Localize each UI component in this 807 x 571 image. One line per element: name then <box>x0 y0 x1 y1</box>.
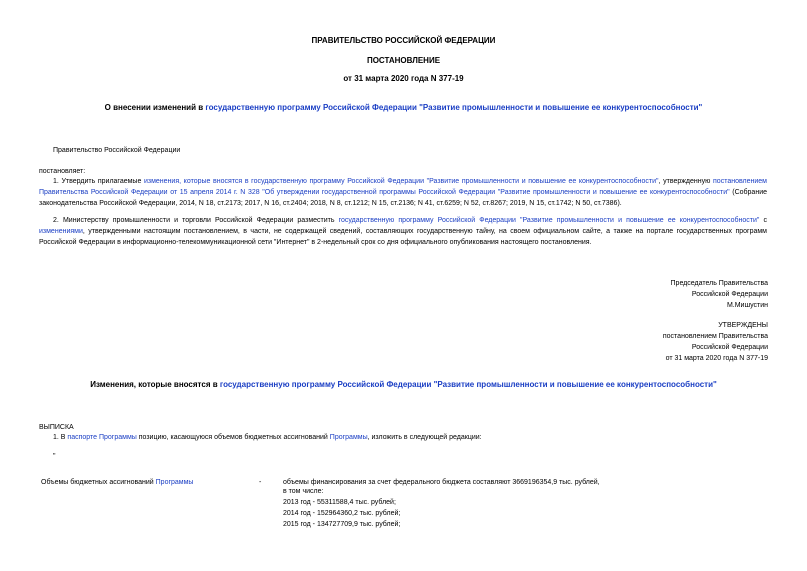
paragraph-2-text-c: , утвержденными настоящим постановлением, в части, не содержащей сведений, составляющих государственную тайну, на своем официальном сайте, а также на портале государственных программ Российской Федерации в информационно-телекоммуникационной сети "Интернет" в 2-недельный срок со дня официального опубликования настоящего постановления. <box>39 228 767 246</box>
decrees-label: постановляет: <box>39 168 86 175</box>
program-link[interactable]: государственную программу Российской Федерации "Развитие промышленности и повышение ее конкурентоспособности" <box>205 103 703 112</box>
paragraph-1-text-a: 1. Утвердить прилагаемые <box>53 178 144 185</box>
funding-line-5: 2015 год - 134727709,9 тыс. рублей; <box>283 521 401 528</box>
item-1-text-c: , изложить в следующей редакции: <box>367 434 482 441</box>
paragraph-2-text-a: 2. Министерству промышленности и торговли Российской Федерации разместить <box>53 217 339 224</box>
changes-link[interactable]: изменения, которые вносятся в государственную программу Российской Федерации "Развитие промышленности и повышение ее конкурентоспособности" <box>143 178 659 185</box>
signature-block <box>671 278 768 311</box>
paragraph-2 <box>39 215 767 248</box>
passport-link[interactable]: паспорте Программы <box>67 434 137 441</box>
government-name: Правительство Российской Федерации <box>53 147 181 154</box>
approved-line-3: Российской Федерации <box>691 344 768 351</box>
paragraph-2-text-b: с <box>759 217 767 224</box>
program-short-link[interactable]: Программы <box>329 434 368 441</box>
changes-title-prefix: Изменения, которые вносятся в <box>90 380 220 389</box>
quote-mark: " <box>53 453 56 460</box>
approval-block <box>663 320 768 364</box>
document-type: ПОСТАНОВЛЕНИЕ <box>366 56 441 65</box>
paragraph-1-text-b: , утвержденную <box>658 178 711 185</box>
resolution-328-link[interactable]: постановлением Правительства Российской Федерации от 15 апреля 2014 г. N 328 "Об утверждении государственной программы Российской Федерации "Развитие промышленности и повышение ее конкурентоспособности" <box>39 178 767 196</box>
approved-line-4: от 31 марта 2020 года N 377-19 <box>665 355 768 362</box>
program-link-2[interactable]: государственную программу Российской Федерации "Развитие промышленности и повышение ее конкурентоспособности" <box>338 217 760 224</box>
extract-label: ВЫПИСКА <box>39 424 74 431</box>
item-1 <box>53 433 482 442</box>
signature-name: М.Мишустин <box>726 302 768 309</box>
title-prefix: О внесении изменений в <box>104 103 206 112</box>
signature-line-2: Российской Федерации <box>691 291 768 298</box>
program-table-link[interactable]: Программы <box>155 479 194 486</box>
paragraph-1-text-c: (Собрание законодательства Российской Федерации, 2014, N 18, ст.2173; 2017, N 16, ст.2404; 2018, N 8, ст.1212; N 15, ст.2136; N 41, ст.6259; N 52, ст.8267; 2019, N 15, ст.1742; N 50, ст.7386). <box>39 189 767 207</box>
changes-program-link[interactable]: государственную программу Российской Федерации "Развитие промышленности и повышение ее конкурентоспособности" <box>219 380 717 389</box>
document-date: от 31 марта 2020 года N 377-19 <box>343 74 464 83</box>
budget-label: Объемы бюджетных ассигнований <box>41 479 156 486</box>
funding-line-4: 2014 год - 152964360,2 тыс. рублей; <box>283 510 401 517</box>
signature-line-1: Председатель Правительства <box>670 280 768 287</box>
paragraph-1 <box>39 176 767 209</box>
funding-line-1: объемы финансирования за счет федерального бюджета составляют 3669196354,9 тыс. рублей, <box>283 479 600 486</box>
government-heading: ПРАВИТЕЛЬСТВО РОССИЙСКОЙ ФЕДЕРАЦИИ <box>311 36 496 45</box>
table-row-label <box>41 478 193 487</box>
approved-line-2: постановлением Правительства <box>662 333 768 340</box>
item-1-text-a: 1. В <box>53 434 68 441</box>
table-dash: - <box>259 479 262 486</box>
document-title <box>0 103 807 112</box>
funding-line-2: в том числе: <box>283 488 324 495</box>
item-1-text-b: позицию, касающуюся объемов бюджетных ассигнований <box>136 434 330 441</box>
funding-line-3: 2013 год - 55311588,4 тыс. рублей; <box>283 499 396 506</box>
amendments-link[interactable]: изменениями <box>39 228 83 235</box>
changes-title <box>0 380 807 389</box>
approved-line-1: УТВЕРЖДЕНЫ <box>718 322 768 329</box>
